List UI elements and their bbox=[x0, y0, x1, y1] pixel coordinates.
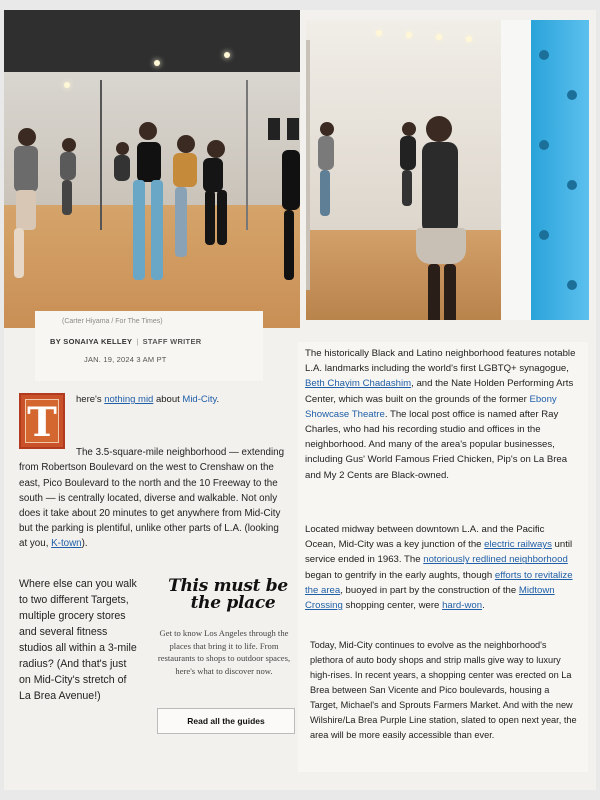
dance-studio-photo-left bbox=[4, 10, 300, 328]
promo-description: Get to know Los Angeles through the places that bring it to life. From restaurants to shops to outdoor spaces, here's what to discover now. bbox=[157, 628, 291, 676]
read-all-guides-button[interactable]: Read all the guides bbox=[157, 708, 295, 734]
author-role: STAFF WRITER bbox=[142, 337, 202, 346]
side-question-text: Where else can you walk to two different Targets, multiple grocery stores and several fitness studios all within a 3-mile radius? (And that's just on Mid-City's stretch of La Brea Avenue!) bbox=[19, 578, 137, 702]
ebony-showcase-link[interactable]: Ebony Showcase Theatre bbox=[305, 393, 557, 420]
midtown-crossing-link[interactable]: Midtown Crossing bbox=[305, 584, 555, 612]
nothing-mid-link[interactable]: nothing mid bbox=[104, 394, 154, 405]
hard-won-link[interactable]: hard-won bbox=[442, 600, 483, 612]
dance-studio-photo-right bbox=[306, 20, 589, 320]
electric-railways-link[interactable]: electric railways bbox=[484, 539, 552, 551]
article-paragraph-4: Today, Mid-City continues to evolve as the neighborhood's plethora of auto body shops and strip malls give way to luxury high-rises. In recent years, a shopping center was erected on La Brea between San Vicente and Pico boulevards, housing a Target, Michael's and Sprouts Farmers Market. And with the new Wilshire/La Brea Purple Line station, slated to open next year, the area will be more easily accessible than ever. bbox=[310, 640, 577, 740]
article-paragraph-2: The historically Black and Latino neighborhood features notable L.A. landmarks including the world's first LGBTQ+ synagogue, Beth Chayim Chadashim, and the Nate Holden Performing Arts Center, which was built on the grounds of the former Ebony Showcase Theatre. The local post office is named after Ray Charles, who had his recording studio and offices in the neighborhood. And many of the area's popular businesses, including Gus' World Famous Fried Chicken, Pip's on La Brea and My 2 Cents are Black-owned. bbox=[305, 348, 576, 481]
revitalize-area-link[interactable]: efforts to revitalize the area bbox=[305, 569, 573, 596]
redlined-neighborhood-link[interactable]: notoriously redlined neighborhood bbox=[423, 554, 568, 566]
dropcap-letter: T bbox=[19, 393, 65, 449]
byline: BY SONAIYA KELLEY | STAFF WRITER bbox=[50, 337, 202, 346]
author-name: BY SONAIYA KELLEY bbox=[50, 337, 133, 346]
photo-credit: (Carter Hiyama / For The Times) bbox=[62, 318, 163, 325]
beth-chayim-link[interactable]: Beth Chayim Chadashim bbox=[305, 378, 412, 390]
mid-city-link[interactable]: Mid-City bbox=[182, 394, 217, 405]
promo-title: This must be the place bbox=[168, 576, 288, 613]
publish-date: JAN. 19, 2024 3 AM PT bbox=[84, 355, 167, 364]
article-paragraph-3: Located midway between downtown L.A. and the Pacific Ocean, Mid-City was a key junction of the electric railways until service ended in 1963. The notoriously redlined neighborhood began to gentrify in the early aughts, though efforts to revitalize the area, buoyed in part by the construction of the Midtown Crossing shopping center, were hard-won. bbox=[305, 524, 573, 612]
article-paragraph-1: The 3.5-square-mile neighborhood — extending from Robertson Boulevard on the west to Crenshaw on the east, Pico Boulevard to the north and the 10 Freeway to the south — is centrally located, diverse and walkable. Not only does it take about 20 minutes to get anywhere from Mid-City but the parking is plentiful, unlike other parts of L.A. (looking at you, K-town). bbox=[19, 447, 285, 550]
lead-line: here's nothing mid about Mid-City. bbox=[76, 394, 220, 405]
k-town-link[interactable]: K-town bbox=[51, 538, 82, 550]
